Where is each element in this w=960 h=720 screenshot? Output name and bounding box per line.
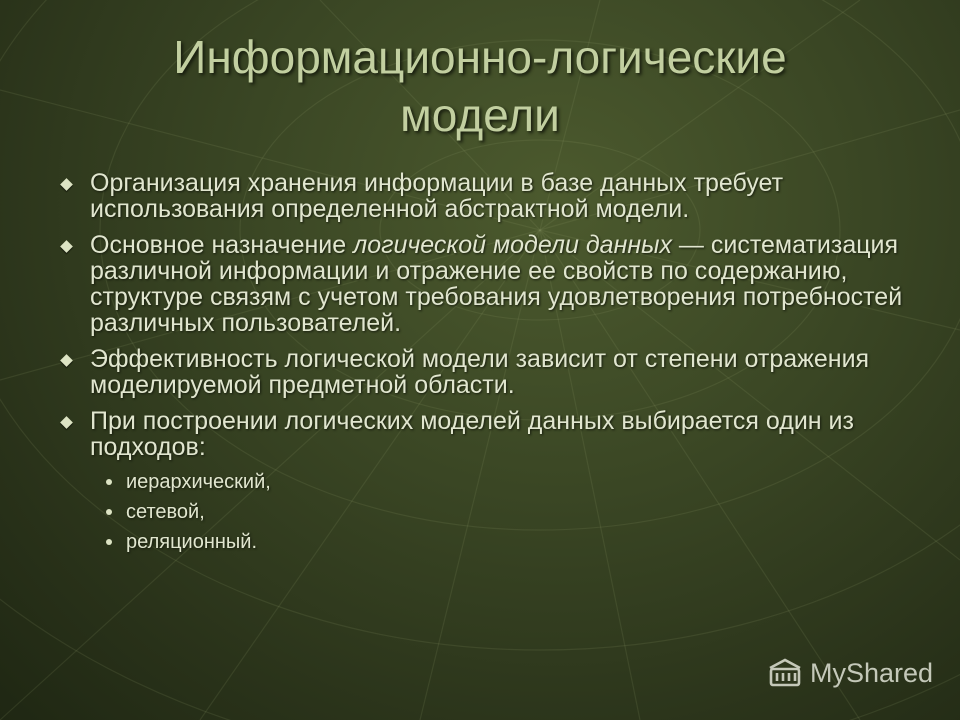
- bullet-text: [90, 232, 918, 336]
- diamond-bullet-icon: [60, 416, 73, 429]
- sub-bullet-item: [106, 530, 918, 560]
- bullet-item-approaches: [58, 408, 918, 460]
- bullet-text: Организация хранения информации в базе данных требует использования определенной абстрактной модели.: [90, 169, 784, 223]
- bullet-list: [58, 170, 918, 560]
- sub-bullet-text: реляционный.: [126, 531, 258, 553]
- slide-title-line2: модели: [400, 89, 560, 141]
- diamond-bullet-icon: [60, 240, 73, 253]
- bullet-text-emphasis: логической модели данных: [353, 231, 672, 259]
- dot-bullet-icon: [106, 479, 112, 485]
- bullet-item-storage: [58, 170, 918, 222]
- bullet-text: Эффективность логической модели зависит от степени отражения моделируемой предметной области.: [90, 345, 870, 399]
- dot-bullet-icon: [106, 509, 112, 515]
- bullet-text: При построении логических моделей данных выбирается один из подходов:: [90, 407, 854, 461]
- diamond-bullet-icon: [60, 354, 73, 367]
- bullet-text-post: — систематизация различной информации и отражение ее свойств по содержанию, структуре связям с учетом требования удовлетворения потребностей различных пользователей.: [90, 231, 903, 337]
- myshared-watermark: [766, 656, 933, 690]
- bullet-item-efficiency: [58, 346, 918, 398]
- diamond-bullet-icon: [60, 178, 73, 191]
- sub-bullet-list: [106, 470, 918, 560]
- sub-bullet-text: сетевой,: [126, 501, 205, 523]
- sub-bullet-text: иерархический,: [126, 471, 271, 493]
- bullet-text-pre: Основное назначение: [90, 231, 354, 259]
- sub-bullet-item: [106, 470, 918, 500]
- dot-bullet-icon: [106, 539, 112, 545]
- sub-bullet-item: [106, 500, 918, 530]
- myshared-wordmark: MyShared: [810, 657, 934, 688]
- myshared-logo-icon: [766, 656, 804, 690]
- slide-title-line1: Информационно-логические: [173, 31, 787, 83]
- slide-title: [0, 28, 960, 144]
- bullet-item-purpose: [58, 232, 918, 336]
